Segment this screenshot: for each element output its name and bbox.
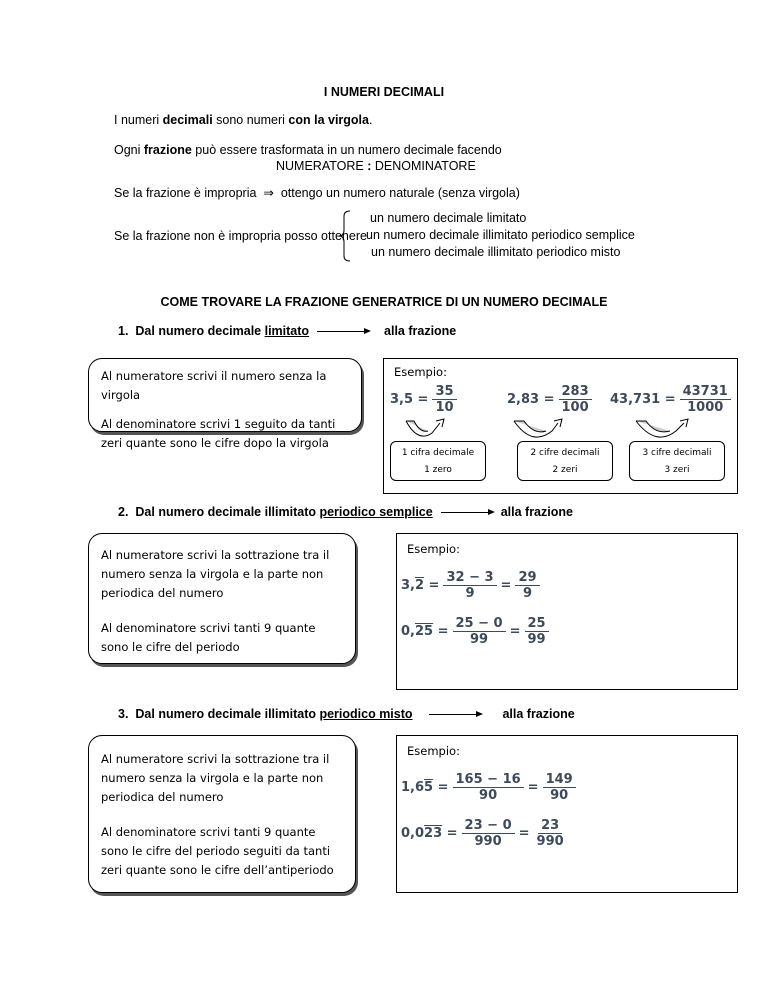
example-fraction: 3,5 = $\frac{35}{10}$ [390,384,461,415]
brace-icon [338,210,352,262]
rule-box-1 [88,358,362,450]
example-fraction: 0,0 23 = $\frac{23 - 0}{990}$ = $\frac{23}{990}$ [401,818,564,849]
rule-box-3 [88,735,356,893]
rule-box-2 [88,533,356,664]
section-3-title: 3. Dal numero decimale illimitato periodico misto alla frazione [118,707,575,721]
arrow-icon [441,512,493,513]
division-rule: NUMERATORE : DENOMINATORE [276,159,476,173]
rule-text: Al numeratore scrivi la sottrazione tra il numero senza la virgola e la parte non periodica del numero [101,548,330,600]
curved-arrow-icon [634,417,698,441]
note-box: 1 cifra decimale 1 zero [390,441,486,481]
note-box: 2 cifre decimali 2 zeri [517,441,613,481]
curved-arrow-icon [404,417,454,441]
section-2-title: 2. Dal numero decimale illimitato periodico semplice alla frazione [118,505,573,519]
section-heading: COME TROVARE LA FRAZIONE GENERATRICE DI UN NUMERO DECIMALE [160,295,608,309]
note-box: 3 cifre decimali 3 zeri [629,441,725,481]
implies-icon: ⇒ [263,186,274,200]
rule-text: Al numeratore scrivi il numero senza la virgola [101,369,327,402]
example-fraction: 1,6 5 = $\frac{165 - 16}{90}$ = $\frac{149}{90}$ [401,772,580,803]
intro-line-1: I numeri decimali sono numeri con la virgola. [114,113,373,127]
example-label: Esempio: [407,744,460,758]
example-fraction: 43,731 = $\frac{43731}{1000}$ [610,384,735,415]
page-title: I NUMERI DECIMALI [323,85,445,99]
rule-text: Al denominatore scrivi 1 seguito da tanti zeri quante sono le cifre dopo la virgola [101,417,336,450]
arrow-icon [317,331,369,332]
improper-line: Se la frazione è impropria ⇒ ottengo un numero naturale (senza virgola) [114,186,520,200]
curved-arrow-icon [512,417,572,441]
option-2: un numero decimale illimitato periodico semplice [366,228,635,242]
rule-text: Al denominatore scrivi tanti 9 quante sono le cifre del periodo [101,621,316,654]
example-box-2 [396,533,738,690]
option-1: un numero decimale limitato [370,211,527,225]
example-label: Esempio: [407,542,460,556]
intro-line-2: Ogni frazione può essere trasformata in un numero decimale facendo [114,143,502,157]
example-box-1 [383,358,738,494]
example-fraction: 0, 25 = $\frac{25 - 0}{99}$ = $\frac{25}{99}$ [401,616,553,647]
arrow-icon [429,714,481,715]
example-label: Esempio: [394,365,447,379]
option-3: un numero decimale illimitato periodico misto [371,245,621,259]
example-fraction: 3, 2 = $\frac{32 - 3}{9}$ = $\frac{29}{9}$ [401,570,544,601]
rule-text: Al numeratore scrivi la sottrazione tra il numero senza la virgola e la parte non periodica del numero [101,752,330,804]
example-box-3 [396,735,738,893]
example-fraction: 2,83 = $\frac{283}{100}$ [507,384,596,415]
not-improper-line: Se la frazione non è impropria posso ottenere [114,229,367,243]
rule-text: Al denominatore scrivi tanti 9 quante sono le cifre del periodo seguiti da tanti zeri quante sono le cifre dell’antiperiodo [101,825,334,877]
section-1-title: 1. Dal numero decimale limitato alla frazione [118,324,457,338]
